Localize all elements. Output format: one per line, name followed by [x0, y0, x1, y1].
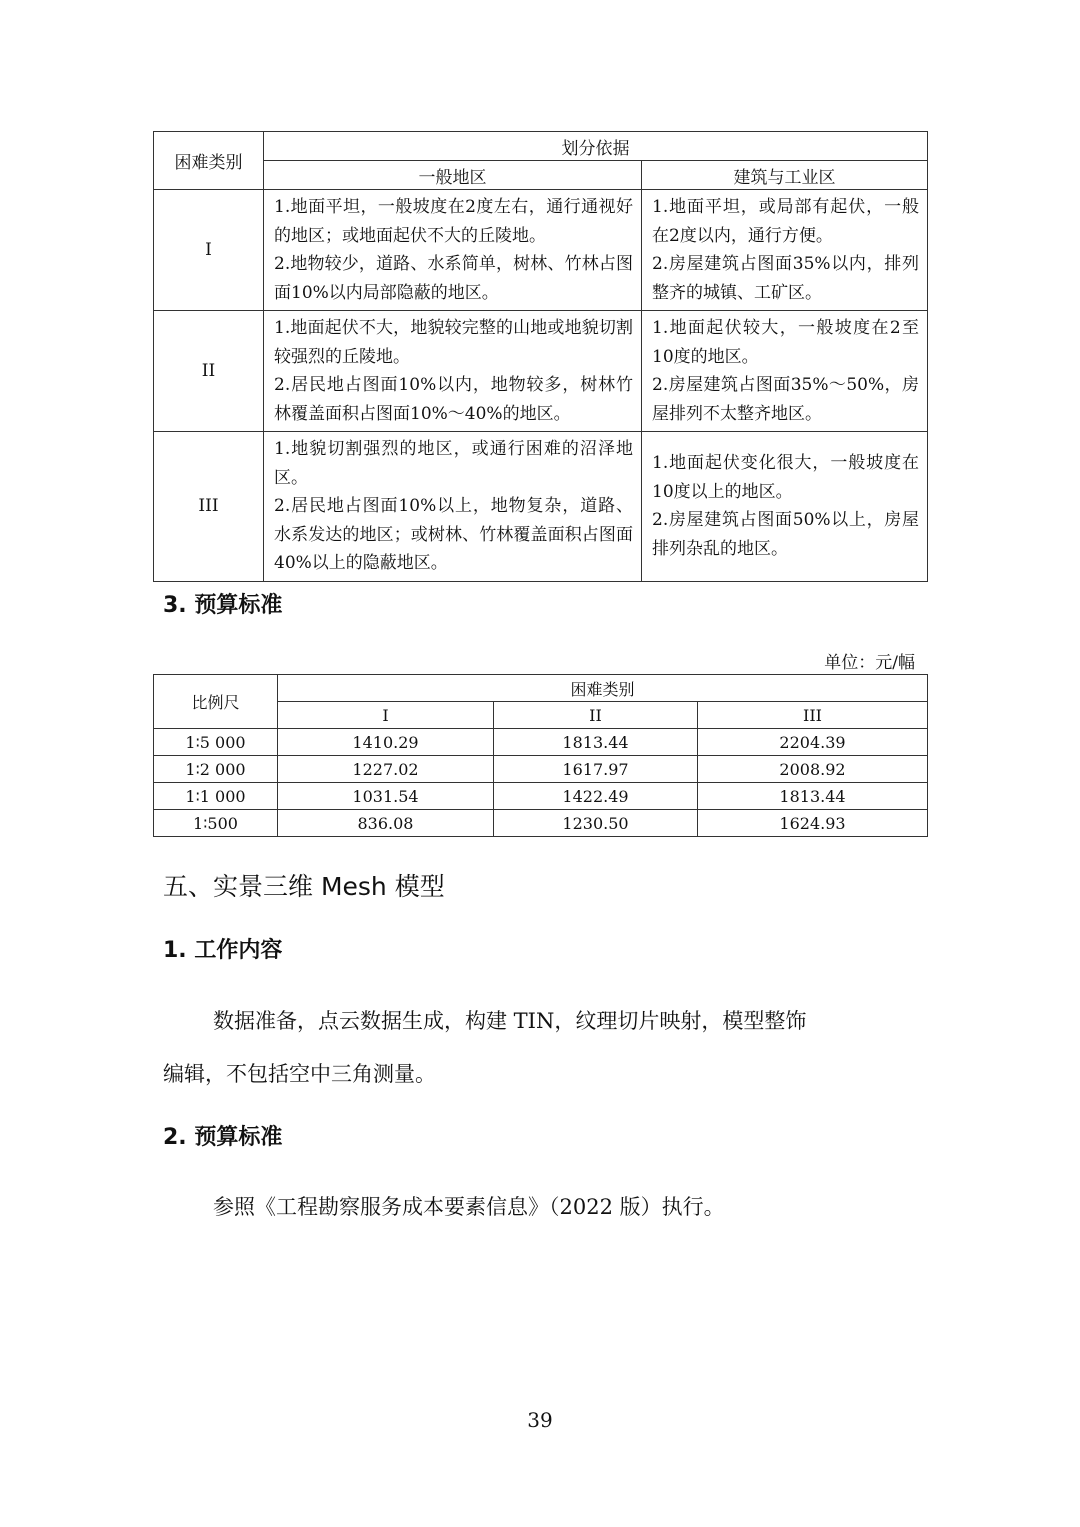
desc-line: 2.房屋建筑占图面35%以内，排列整齐的城镇、工矿区。 — [652, 254, 919, 303]
desc-line: 2.房屋建筑占图面50%以上，房屋排列杂乱的地区。 — [652, 510, 919, 559]
general-desc — [264, 190, 642, 311]
table-row — [154, 756, 928, 783]
desc-line: 1.地面起伏变化很大，一般坡度在10度以上的地区。 — [652, 453, 919, 502]
scale-cell: 1∶5 000 — [154, 729, 278, 756]
desc-line: 1.地貌切割强烈的地区，或通行困难的沼泽地区。 — [274, 439, 633, 488]
header-class-ii: II — [494, 702, 698, 729]
scale-cell: 1∶2 000 — [154, 756, 278, 783]
desc-line: 2.房屋建筑占图面35%～50%，房屋排列不太整齐地区。 — [652, 375, 919, 424]
value-cell: 1624.93 — [698, 810, 928, 837]
table-row — [154, 432, 928, 582]
paragraph-line: 编辑，不包括空中三角测量。 — [163, 1062, 436, 1086]
header-difficulty: 困难类别 — [278, 675, 928, 702]
desc-line: 1.地面起伏较大，一般坡度在2至10度的地区。 — [652, 318, 919, 367]
subsection-1-heading: 1. 工作内容 — [163, 938, 283, 963]
industrial-desc — [642, 311, 928, 432]
industrial-desc — [642, 190, 928, 311]
value-cell: 1031.54 — [278, 783, 494, 810]
value-cell: 1230.50 — [494, 810, 698, 837]
industrial-desc — [642, 432, 928, 582]
scale-cell: 1∶1 000 — [154, 783, 278, 810]
table-row — [154, 810, 928, 837]
table-row — [154, 190, 928, 311]
value-cell: 1422.49 — [494, 783, 698, 810]
difficulty-classification-table — [153, 131, 928, 582]
value-cell: 1227.02 — [278, 756, 494, 783]
desc-line: 1.地面起伏不大，地貌较完整的山地或地貌切割较强烈的丘陵地。 — [274, 318, 633, 367]
paragraph-line: 数据准备，点云数据生成，构建 TIN，纹理切片映射，模型整饰 — [213, 1009, 807, 1033]
value-cell: 1813.44 — [698, 783, 928, 810]
table-row — [154, 729, 928, 756]
header-class-i: I — [278, 702, 494, 729]
value-cell: 1617.97 — [494, 756, 698, 783]
header-general-area: 一般地区 — [264, 161, 642, 190]
general-desc — [264, 311, 642, 432]
table-row — [154, 311, 928, 432]
work-content-paragraph — [163, 995, 923, 1101]
value-cell: 1410.29 — [278, 729, 494, 756]
header-basis: 划分依据 — [264, 132, 928, 161]
desc-line: 1.地面平坦，一般坡度在2度左右，通行通视好的地区；或地面起伏不大的丘陵地。 — [274, 197, 633, 246]
value-cell: 836.08 — [278, 810, 494, 837]
section-5-heading: 五、实景三维 Mesh 模型 — [163, 872, 445, 901]
unit-note: 单位：元/幅 — [824, 653, 915, 673]
value-cell: 2008.92 — [698, 756, 928, 783]
value-cell: 2204.39 — [698, 729, 928, 756]
header-category: 困难类别 — [154, 132, 264, 190]
table-row — [154, 783, 928, 810]
desc-line: 1.地面平坦，或局部有起伏，一般在2度以内，通行方便。 — [652, 197, 919, 246]
budget-reference-paragraph: 参照《工程勘察服务成本要素信息》（2022 版）执行。 — [213, 1195, 725, 1219]
value-cell: 1813.44 — [494, 729, 698, 756]
header-scale: 比例尺 — [154, 675, 278, 729]
row-category: III — [154, 432, 264, 582]
row-category: I — [154, 190, 264, 311]
row-category: II — [154, 311, 264, 432]
general-desc — [264, 432, 642, 582]
budget-standard-table — [153, 674, 928, 837]
desc-line: 2.地物较少，道路、水系简单，树林、竹林占图面10%以内局部隐蔽的地区。 — [274, 254, 633, 303]
page-number: 39 — [527, 1408, 553, 1432]
section-3-heading: 3. 预算标准 — [163, 593, 283, 618]
header-industrial-area: 建筑与工业区 — [642, 161, 928, 190]
desc-line: 2.居民地占图面10%以内，地物较多，树林竹林覆盖面积占图面10%～40%的地区。 — [274, 375, 633, 424]
subsection-2-heading: 2. 预算标准 — [163, 1125, 283, 1150]
desc-line: 2.居民地占图面10%以上，地物复杂，道路、水系发达的地区；或树林、竹林覆盖面积占图面40%以上的隐蔽地区。 — [274, 496, 633, 573]
scale-cell: 1∶500 — [154, 810, 278, 837]
header-class-iii: III — [698, 702, 928, 729]
